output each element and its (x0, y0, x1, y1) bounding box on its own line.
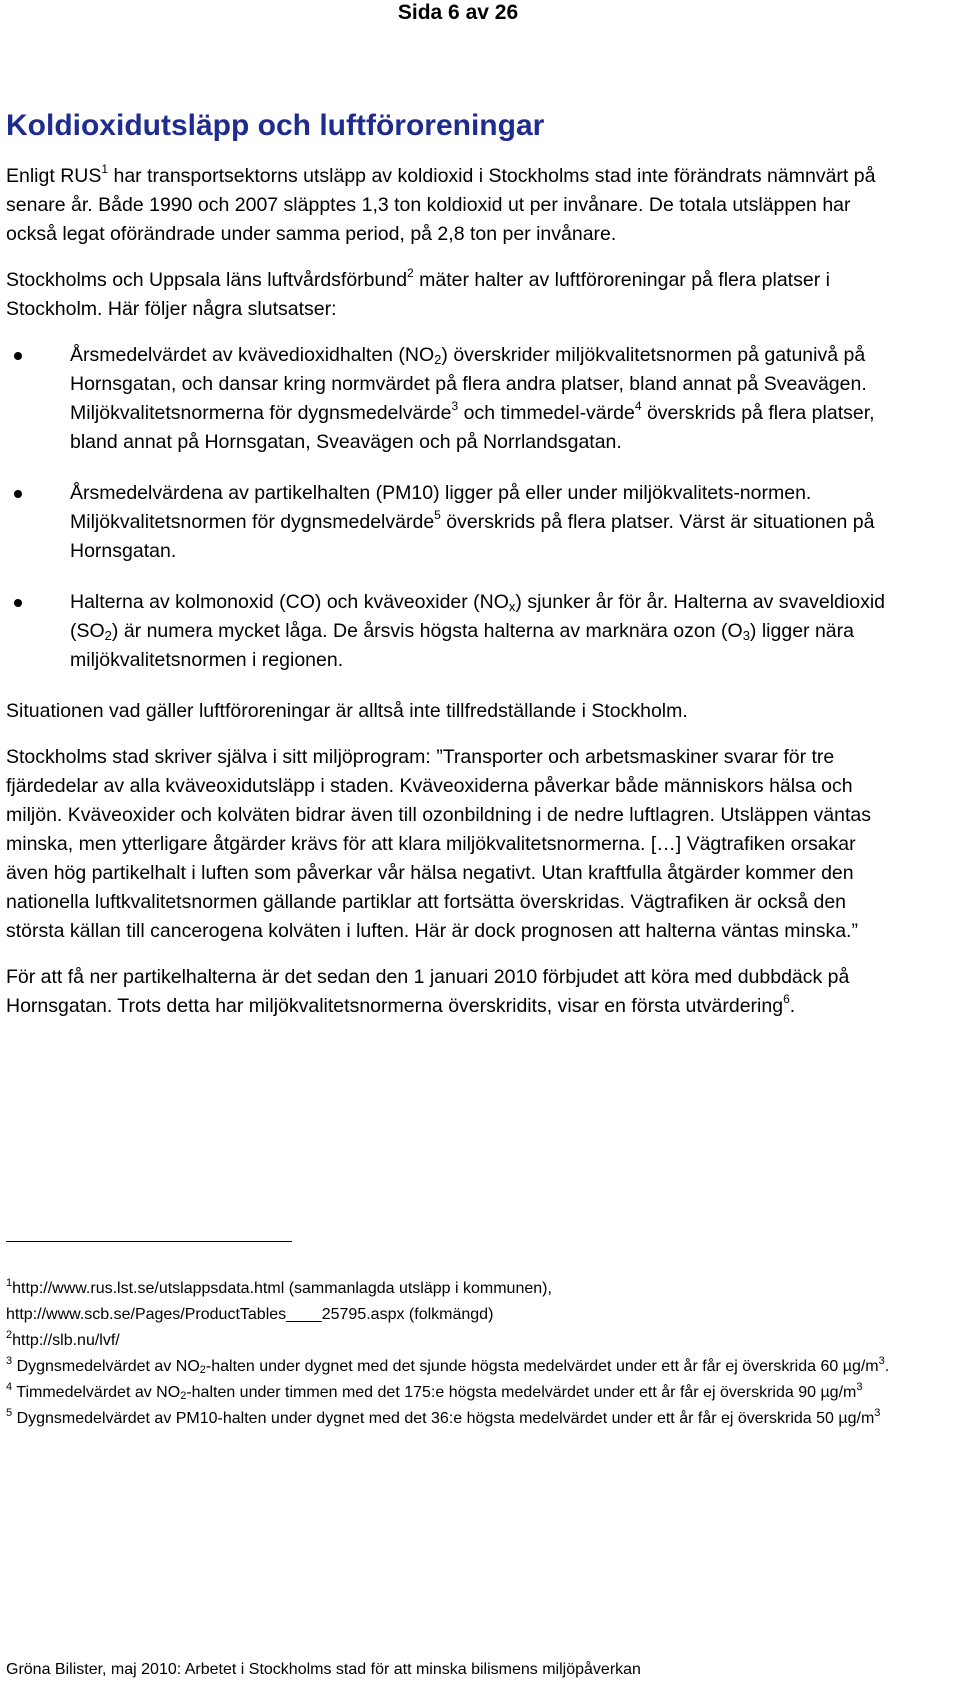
text: -halten under timmen med det 175:e högsta medelvärdet under ett år får ej överskrida 90 µg/m (186, 1384, 857, 1401)
text: ) sjunker år för år. Halterna av svaveldioxid (SO (70, 591, 885, 642)
footnotes (6, 1276, 896, 1432)
paragraph-miljoprogram-quote: Stockholms stad skriver själva i sitt miljöprogram: ”Transporter och arbetsmaskiner svarar för tre fjärdedelar av alla kväveoxidutsläpp i staden. Kväveoxiderna påverkar både människors hälsa och miljön. Kväveoxider och kolväten bidrar även till ozonbildning i de nedre luftlagren. Utsläppen väntas minska, men ytterligare åtgärder krävs för att klara miljökvalitetsnormerna. […] Vägtrafiken orsakar även hög partikelhalt i luften som påverkar vår hälsa negativt. Utan kraftfulla åtgärder kommer den nationella luftkvalitetsnormen gällande partiklar att fortsätta överskridas. Vägtrafiken är också den största källan till cancerogena kolväten i luften. Här är dock prognosen att halterna väntas minska.” (6, 746, 872, 942)
subscript: 2 (199, 1364, 206, 1376)
list-item (6, 341, 898, 457)
text: Dygnsmedelvärdet av PM10-halten under dygnet med det 36:e högsta medelvärdet under ett år får ej överskrida 50 µg/m (12, 1410, 875, 1427)
footnote-ref-2[interactable]: 2 (407, 266, 414, 280)
subscript: x (508, 599, 516, 614)
list-item (6, 588, 898, 675)
paragraph-situation: Situationen vad gäller luftföroreningar är alltså inte tillfredställande i Stockholm. (6, 700, 688, 722)
text: överskrids på flera platser. Värst är situationen på Hornsgatan. (70, 511, 875, 562)
text: ) överskrider miljökvalitetsnormen på gatunivå på Hornsgatan, och dansar kring normvärdet på flera andra platser, bland annat på Sveavägen. Miljökvalitetsnormerna för dygnsmedelvärde (70, 344, 867, 424)
conclusions-list (6, 341, 898, 675)
text: och timmedel-värde (458, 402, 635, 424)
footnote-link[interactable]: http://slb.nu/lvf/ (12, 1332, 120, 1349)
superscript: 3 (874, 1407, 881, 1419)
bullet-icon (14, 352, 22, 360)
page-number-label: Sida 6 av 26 (397, 1, 519, 24)
footnote-1 (6, 1276, 896, 1302)
text: Dygnsmedelvärdet av NO (12, 1358, 200, 1375)
footnote-4 (6, 1380, 896, 1406)
footnote-5 (6, 1406, 896, 1432)
text: överskrids på flera platser, bland annat på Hornsgatan, Sveavägen och på Norrlandsgatan. (70, 402, 875, 453)
footnote-number: 5 (6, 1407, 13, 1419)
text: ) är numera mycket låga. De årsvis högsta halterna av marknära ozon (O (111, 620, 743, 642)
footnote-number: 2 (6, 1329, 13, 1341)
text: . (884, 1358, 890, 1375)
paragraph-dubbdack (6, 963, 898, 1021)
paragraph-luftvardsforbund (6, 266, 898, 324)
footnote-ref-4[interactable]: 4 (634, 399, 642, 413)
footnote-link[interactable]: http://www.scb.se/Pages/ProductTables____25795.aspx (folkmängd) (6, 1306, 494, 1323)
section-heading: Koldioxidutsläpp och luftföroreningar (6, 109, 545, 142)
superscript: 3 (878, 1355, 885, 1367)
superscript: 3 (856, 1381, 863, 1393)
footnote-ref-5[interactable]: 5 (434, 508, 441, 522)
footnote-1-cont (6, 1302, 896, 1328)
text: . (789, 995, 796, 1017)
text: ) ligger nära miljökvalitetsnormen i regionen. (70, 620, 854, 671)
text: Halterna av kolmonoxid (CO) och kväveoxider (NO (70, 591, 509, 613)
footnote-ref-1[interactable]: 1 (101, 162, 109, 176)
subscript: 2 (434, 352, 442, 367)
text: mäter halter av luftföroreningar på flera platser i Stockholm. Här följer några slutsatser: (6, 269, 830, 320)
text: Enligt RUS (6, 165, 102, 187)
footnote-divider (6, 1241, 292, 1242)
list-item (6, 479, 898, 566)
footnote-3 (6, 1354, 896, 1380)
text: Årsmedelvärdena av partikelhalten (PM10) ligger på eller under miljökvalitets-normen. Miljökvalitetsnormen för dygnsmedelvärde (70, 482, 812, 533)
text: För att få ner partikelhalterna är det sedan den 1 januari 2010 förbjudet att köra med dubbdäck på Hornsgatan. Trots detta har miljökvalitetsnormerna överskridits, visar en första utvärdering (6, 966, 850, 1017)
subscript: 2 (180, 1390, 187, 1402)
bullet-icon (14, 599, 22, 607)
page-footer: Gröna Bilister, maj 2010: Arbetet i Stockholms stad för att minska bilismens miljöpåverkan (6, 1661, 641, 1678)
footnote-ref-6[interactable]: 6 (783, 992, 790, 1006)
text: har transportsektorns utsläpp av koldioxid i Stockholms stad inte förändrats nämnvärt på senare år. Både 1990 och 2007 släpptes 1,3 ton koldioxid ut per invånare. De totala utsläppen har också legat oförändrade under samma period, på 2,8 ton per invånare. (6, 165, 876, 245)
paragraph-rus (6, 162, 898, 249)
footnote-link[interactable]: http://www.rus.lst.se/utslappsdata.html (sammanlagda utsläpp i kommunen), (12, 1280, 552, 1297)
text: Årsmedelvärdet av kvävedioxidhalten (NO (70, 344, 435, 366)
subscript: 2 (104, 628, 112, 643)
bullet-icon (14, 490, 22, 498)
subscript: 3 (742, 628, 750, 643)
text: -halten under dygnet med det sjunde högsta medelvärdet under ett år får ej överskrida 60 µg/m (205, 1358, 879, 1375)
footnote-number: 4 (6, 1381, 13, 1393)
footnote-2 (6, 1328, 896, 1354)
document-body (6, 106, 898, 1038)
text: Stockholms och Uppsala läns luftvårdsförbund (6, 269, 408, 291)
text: Timmedelvärdet av NO (12, 1384, 181, 1401)
footnote-number: 3 (6, 1355, 13, 1367)
footnote-ref-3[interactable]: 3 (451, 399, 459, 413)
footnote-number: 1 (6, 1277, 13, 1289)
